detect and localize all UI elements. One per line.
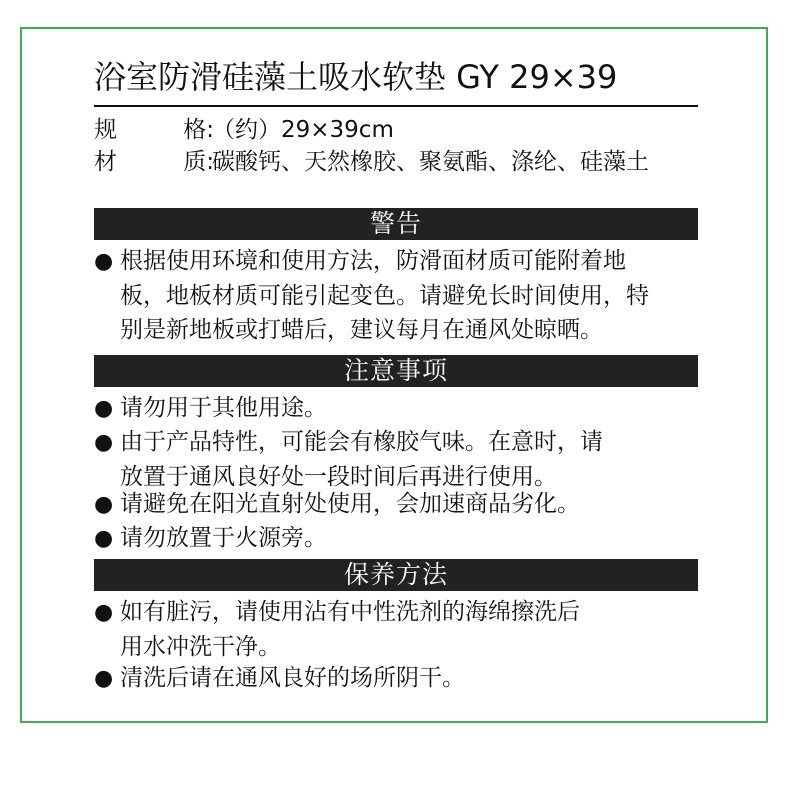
section-warning-header: 警告 (94, 208, 698, 240)
bullet-icon: ● (94, 666, 114, 691)
item-text: 清洗后请在通风良好的场所阴干。 (120, 665, 465, 691)
spec-size-key (94, 115, 214, 145)
spec-material-key (94, 147, 214, 177)
care-item-1 (94, 595, 704, 664)
spec-size-key-1: 规 (94, 117, 117, 143)
spec-size-key-2: 格: (183, 117, 214, 143)
spec-material-key-1: 材 (94, 149, 117, 175)
label-frame (20, 27, 768, 723)
notes-item-1 (94, 391, 704, 426)
item-line (94, 313, 704, 347)
bullet-icon: ● (94, 396, 114, 421)
section-care-header: 保养方法 (94, 559, 698, 591)
item-text: 根据使用环境和使用方法，防滑面材质可能附着地 (120, 248, 626, 274)
product-title: 浴室防滑硅藻土吸水软垫 GY 29×39 (94, 58, 618, 96)
item-text: 请避免在阳光直射处使用，会加速商品劣化。 (120, 491, 580, 517)
bullet-icon: ● (94, 249, 114, 274)
item-text: 别是新地板或打蜡后，建议每月在通风处晾晒。 (120, 317, 603, 343)
item-text: 请勿用于其他用途。 (120, 395, 327, 421)
care-item-2 (94, 661, 704, 696)
item-line (94, 630, 704, 664)
section-notes-header: 注意事项 (94, 355, 698, 387)
notes-item-4 (94, 521, 704, 556)
item-text: 用水冲洗干净。 (120, 634, 281, 660)
item-line (94, 595, 704, 630)
bullet-icon: ● (94, 430, 114, 455)
item-text: 板，地板材质可能引起变色。请避免长时间使用，特 (120, 283, 649, 309)
bullet-icon: ● (94, 600, 114, 625)
spec-material-key-2: 质: (183, 149, 214, 175)
title-divider (94, 105, 698, 107)
bullet-icon: ● (94, 526, 114, 551)
item-line (94, 391, 704, 426)
item-text: 请勿放置于火源旁。 (120, 525, 327, 551)
item-line (94, 521, 704, 556)
notes-item-3 (94, 487, 704, 522)
item-line (94, 425, 704, 460)
item-line (94, 487, 704, 522)
item-text: 放置于通风良好处一段时间后再进行使用。 (120, 464, 557, 490)
item-line (94, 279, 704, 313)
item-line (94, 244, 704, 279)
item-text: 如有脏污，请使用沾有中性洗剂的海绵擦洗后 (120, 599, 580, 625)
notes-item-2 (94, 425, 704, 494)
warning-item-1 (94, 244, 704, 347)
spec-size-value: （约）29×39cm (212, 117, 394, 143)
bullet-icon: ● (94, 492, 114, 517)
item-text: 由于产品特性，可能会有橡胶气味。在意时，请 (120, 429, 603, 455)
item-line (94, 661, 704, 696)
spec-material-value: 碳酸钙、天然橡胶、聚氨酯、涤纶、硅藻土 (212, 149, 649, 175)
